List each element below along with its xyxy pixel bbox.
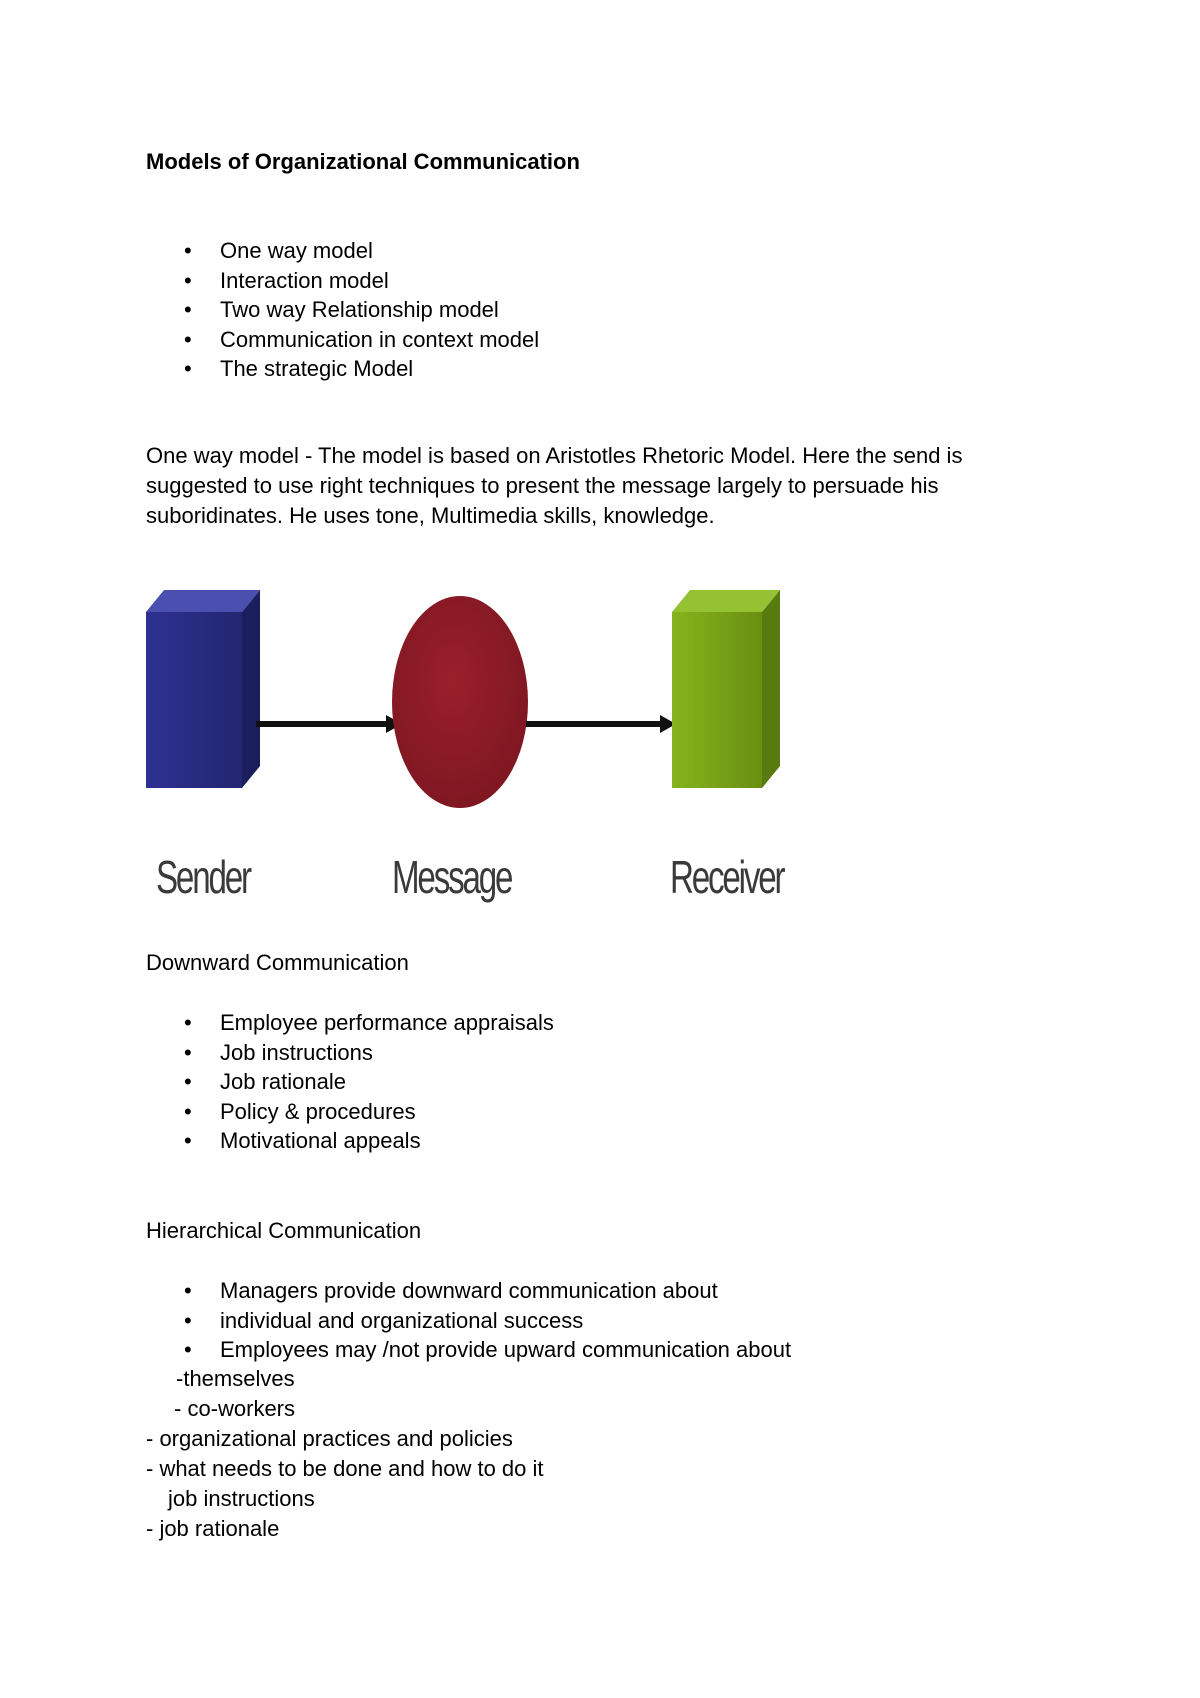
bullet-icon: •: [184, 1128, 192, 1154]
list-item: [146, 325, 539, 355]
sub-line: - job rationale: [146, 1516, 280, 1541]
arrow-message-to-receiver: [526, 715, 676, 733]
diagram-graphic: [146, 588, 786, 848]
sub-line: job instructions: [168, 1486, 315, 1511]
downward-communication-title: Downward Communication: [146, 950, 409, 975]
list-item: [146, 295, 539, 325]
sender-block: [146, 590, 260, 788]
list-item: [146, 1008, 554, 1038]
list-item: [146, 354, 539, 384]
downward-communication-list: [146, 1008, 554, 1156]
one-way-model-paragraph: [146, 441, 1006, 531]
bullet-icon: •: [184, 1069, 192, 1095]
receiver-block: [672, 590, 780, 788]
list-item-label: individual and organizational success: [220, 1307, 584, 1333]
list-item-label: Communication in context model: [220, 326, 540, 352]
list-item: [146, 236, 539, 266]
receiver-label: Receiver: [670, 851, 784, 903]
list-item-label: Job instructions: [220, 1039, 373, 1065]
list-item: [146, 1038, 554, 1068]
list-item: [146, 1067, 554, 1097]
list-item-label: Policy & procedures: [220, 1098, 416, 1124]
bullet-icon: •: [184, 267, 192, 293]
bullet-icon: •: [184, 1278, 192, 1303]
paragraph-line: One way model - The model is based on Aristotles Rhetoric Model. Here the send is: [146, 443, 963, 468]
list-item-label: Managers provide downward communication about: [220, 1278, 718, 1303]
list-item-label: The strategic Model: [220, 356, 414, 382]
bullet-icon: •: [184, 1307, 192, 1333]
bullet-icon: •: [184, 1039, 192, 1065]
sub-line: -themselves: [176, 1366, 295, 1391]
list-item: [146, 1276, 791, 1306]
list-item: [146, 1097, 554, 1127]
list-item-label: Employees may /not provide upward communication about: [220, 1337, 792, 1363]
sub-line: - co-workers: [174, 1396, 296, 1421]
arrow-sender-to-message: [256, 715, 402, 733]
hierarchical-communication-title: Hierarchical Communication: [146, 1218, 422, 1243]
bullet-icon: •: [184, 238, 192, 263]
message-label: Message: [392, 851, 512, 903]
list-item: [146, 266, 539, 296]
list-item-label: Interaction model: [220, 267, 389, 293]
list-item-label: One way model: [220, 238, 373, 263]
bullet-icon: •: [184, 1098, 192, 1124]
bullet-icon: •: [184, 326, 192, 352]
bullet-icon: •: [184, 1337, 192, 1363]
list-item-label: Job rationale: [220, 1069, 346, 1095]
list-item-label: Employee performance appraisals: [220, 1010, 554, 1035]
list-item-label: Motivational appeals: [220, 1128, 421, 1154]
list-item: [146, 1126, 554, 1156]
one-way-model-diagram: [146, 588, 786, 918]
models-list: [146, 236, 539, 384]
list-item: [146, 1335, 791, 1365]
bullet-icon: •: [184, 356, 192, 382]
sub-line: - organizational practices and policies: [146, 1426, 513, 1451]
sender-label: Sender: [156, 851, 250, 903]
sub-line: - what needs to be done and how to do it: [146, 1456, 544, 1481]
message-ellipse: [392, 596, 528, 808]
paragraph-line: suboridinates. He uses tone, Multimedia skills, knowledge.: [146, 503, 715, 528]
bullet-icon: •: [184, 1010, 192, 1035]
hierarchical-communication-list: [146, 1276, 791, 1365]
list-item-label: Two way Relationship model: [220, 297, 499, 323]
paragraph-line: suggested to use right techniques to present the message largely to persuade his: [146, 473, 939, 498]
bullet-icon: •: [184, 297, 192, 323]
page-title: Models of Organizational Communication: [146, 149, 580, 174]
list-item: [146, 1306, 791, 1336]
